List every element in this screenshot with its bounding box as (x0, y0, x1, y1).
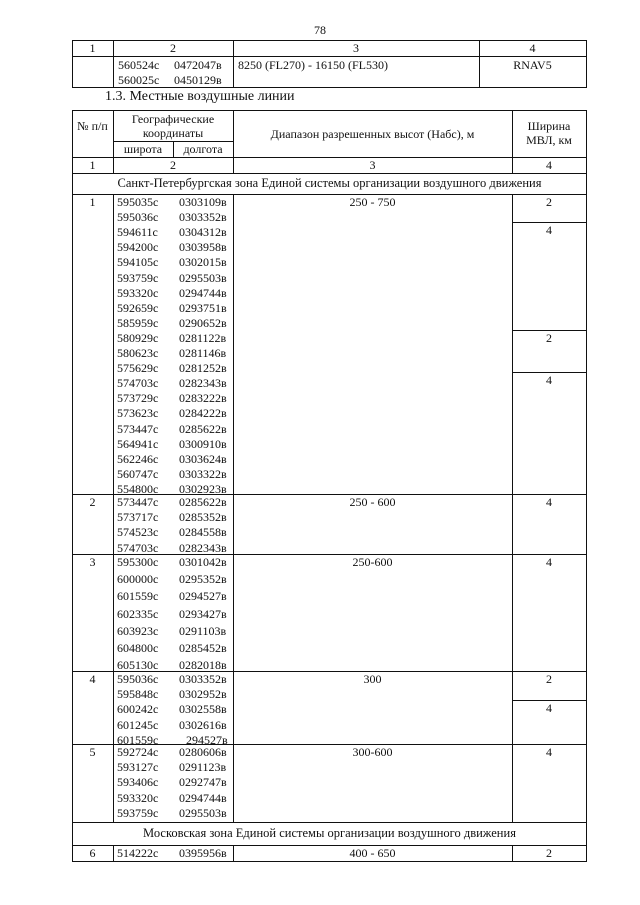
route-number: 4 (89, 672, 96, 686)
header-num: № п/п (77, 119, 108, 133)
cell-border (113, 671, 114, 744)
latitude: 594105с (117, 255, 159, 270)
latitude: 562246с (117, 451, 159, 466)
longitude: 0282343в (179, 540, 227, 555)
latitude: 574703с (117, 540, 159, 555)
cell-border (586, 554, 587, 671)
latitude: 574703с (117, 376, 159, 391)
cell-border (586, 845, 587, 861)
latitude: 593127с (117, 760, 159, 775)
latitude: 594611с (117, 225, 158, 240)
latitude: 601245с (117, 717, 159, 732)
longitude: 0281252в (179, 361, 227, 376)
top-range: 8250 (FL270) - 16150 (FL530) (238, 58, 388, 72)
latitude: 592659с (117, 300, 159, 315)
latitude: 600242с (117, 702, 159, 717)
latitude: 603923с (117, 623, 159, 638)
latitude: 573717с (117, 510, 159, 525)
route-number: 2 (89, 495, 96, 509)
longitude: 0290652в (179, 315, 227, 330)
top-lon: 0472047в (174, 58, 222, 72)
latitude: 594200с (117, 240, 159, 255)
width-value: 4 (546, 223, 552, 237)
latitude: 580623с (117, 346, 159, 360)
latitude: 585959с (117, 315, 159, 330)
cell-border (113, 845, 114, 861)
longitude: 0295503в (179, 805, 227, 820)
longitude: 0291103в (179, 623, 227, 638)
latitude: 554800с (117, 481, 159, 496)
longitude: 0295503в (179, 270, 227, 285)
latitude: 560747с (117, 466, 159, 481)
longitude: 0302923в (179, 481, 227, 496)
width-value: 4 (546, 555, 552, 569)
longitude: 0293751в (179, 300, 227, 315)
width-border (512, 372, 513, 494)
latitude: 574523с (117, 525, 159, 540)
latitude: 573447с (117, 421, 159, 436)
altitude-range: 250 - 750 (349, 195, 396, 209)
cell-border (113, 494, 114, 554)
top-lat: 560025с (118, 73, 160, 87)
latitude: 593406с (117, 775, 159, 790)
longitude: 0285452в (179, 641, 227, 655)
zone-spb: Санкт-Петербургская зона Единой системы организации воздушного движения (117, 176, 542, 190)
cell-border (233, 554, 234, 671)
latitude: 593320с (117, 285, 159, 300)
top-lon: 0450129в (174, 73, 222, 87)
route-number: 5 (89, 745, 96, 759)
width-value: 4 (546, 373, 552, 387)
cell-border (113, 194, 114, 494)
longitude: 0294527в (179, 589, 227, 604)
cell-border (113, 554, 114, 671)
longitude: 0292747в (179, 775, 227, 790)
route-number: 1 (89, 195, 96, 209)
cell-border (233, 194, 234, 494)
latitude: 595848с (117, 687, 159, 702)
latitude: 593759с (117, 805, 159, 820)
latitude: 601559с (117, 732, 159, 747)
section-title: 1.3. Местные воздушные линии (105, 89, 295, 104)
header-lon: долгота (183, 142, 223, 156)
longitude: 0301042в (179, 555, 227, 569)
row-divider (72, 822, 586, 823)
latitude: 573729с (117, 391, 159, 406)
latitude: 573623с (117, 406, 159, 421)
route-number: 6 (89, 846, 96, 860)
longitude: 0285622в (179, 421, 227, 436)
longitude: 0281146в (179, 346, 227, 360)
col-number-2: 2 (170, 158, 176, 172)
top-width: RNAV5 (513, 58, 552, 72)
latitude: 595035с (117, 195, 159, 209)
width-border (512, 222, 513, 330)
latitude: 514222с (117, 846, 159, 860)
width-border (512, 554, 513, 671)
col-number-3: 3 (369, 158, 376, 172)
longitude: 0302616в (179, 717, 227, 732)
altitude-range: 250-600 (352, 555, 393, 569)
latitude: 575629с (117, 361, 159, 376)
cell-border (72, 554, 73, 671)
longitude: 0302952в (179, 687, 227, 702)
zone-moscow: Московская зона Единой системы организации воздушного движения (143, 826, 516, 840)
cell-border (586, 494, 587, 554)
longitude: 0395956в (179, 846, 227, 860)
longitude: 0282018в (179, 658, 227, 673)
longitude: 294527в (186, 732, 228, 747)
longitude: 0291123в (179, 760, 227, 775)
longitude: 0303322в (179, 466, 227, 481)
latitude: 564941с (117, 436, 159, 451)
row-divider (72, 861, 586, 862)
top-col-4: 4 (529, 41, 536, 55)
width-value: 4 (546, 701, 552, 715)
cell-border (586, 194, 587, 494)
col-number-4: 4 (546, 158, 552, 172)
longitude: 0304312в (179, 225, 227, 240)
latitude: 595036с (117, 672, 159, 686)
longitude: 0303109в (179, 195, 227, 209)
longitude: 0284222в (179, 406, 227, 421)
altitude-range: 300 (363, 672, 382, 686)
page-number: 78 (314, 23, 326, 37)
longitude: 0285622в (179, 495, 227, 509)
width-value: 2 (546, 672, 552, 686)
longitude: 0284558в (179, 525, 227, 540)
width-value: 2 (546, 846, 552, 860)
latitude: 602335с (117, 606, 159, 621)
cell-border (113, 744, 114, 822)
longitude: 0293427в (179, 606, 227, 621)
width-value: 2 (546, 331, 552, 345)
latitude: 605130с (117, 658, 159, 673)
longitude: 0294744в (179, 790, 227, 805)
header-geo: Географические координаты (131, 112, 215, 140)
altitude-range: 250 - 600 (349, 495, 396, 509)
latitude: 593759с (117, 270, 159, 285)
width-value: 2 (546, 195, 552, 209)
longitude: 0300910в (179, 436, 227, 451)
header-width: Ширина МВЛ, км (526, 119, 572, 147)
longitude: 0283222в (179, 391, 227, 406)
latitude: 580929с (117, 330, 159, 345)
top-col-3: 3 (353, 41, 359, 55)
longitude: 0282343в (179, 376, 227, 391)
longitude: 0302558в (179, 702, 227, 717)
width-value: 4 (546, 495, 552, 509)
longitude: 0285352в (179, 510, 227, 525)
longitude: 0302015в (179, 255, 227, 270)
altitude-range: 400 - 650 (349, 846, 396, 860)
top-col-2: 2 (170, 41, 176, 55)
route-number: 3 (89, 555, 96, 569)
longitude: 0303958в (179, 240, 227, 255)
cell-border (586, 671, 587, 744)
latitude: 600000с (117, 572, 159, 587)
latitude: 604800с (117, 641, 159, 655)
col-number-1: 1 (89, 158, 96, 172)
header-lat: широта (123, 142, 163, 156)
longitude: 0280606в (179, 745, 227, 759)
latitude: 595036с (117, 210, 159, 225)
altitude-range: 300-600 (352, 745, 393, 759)
latitude: 592724с (117, 745, 159, 759)
width-value: 4 (546, 745, 552, 759)
header-range: Диапазон разрешенных высот (Набс), м (270, 127, 475, 141)
latitude: 593320с (117, 790, 159, 805)
cell-border (586, 744, 587, 822)
latitude: 595300с (117, 555, 159, 569)
top-lat: 560524с (118, 58, 160, 72)
cell-border (72, 194, 73, 494)
latitude: 573447с (117, 495, 159, 509)
longitude: 0294744в (179, 285, 227, 300)
longitude: 0303352в (179, 210, 227, 225)
top-col-1: 1 (89, 41, 96, 55)
longitude: 0281122в (179, 330, 227, 345)
longitude: 0295352в (179, 572, 227, 587)
longitude: 0303352в (179, 672, 227, 686)
latitude: 601559с (117, 589, 159, 604)
longitude: 0303624в (179, 451, 227, 466)
